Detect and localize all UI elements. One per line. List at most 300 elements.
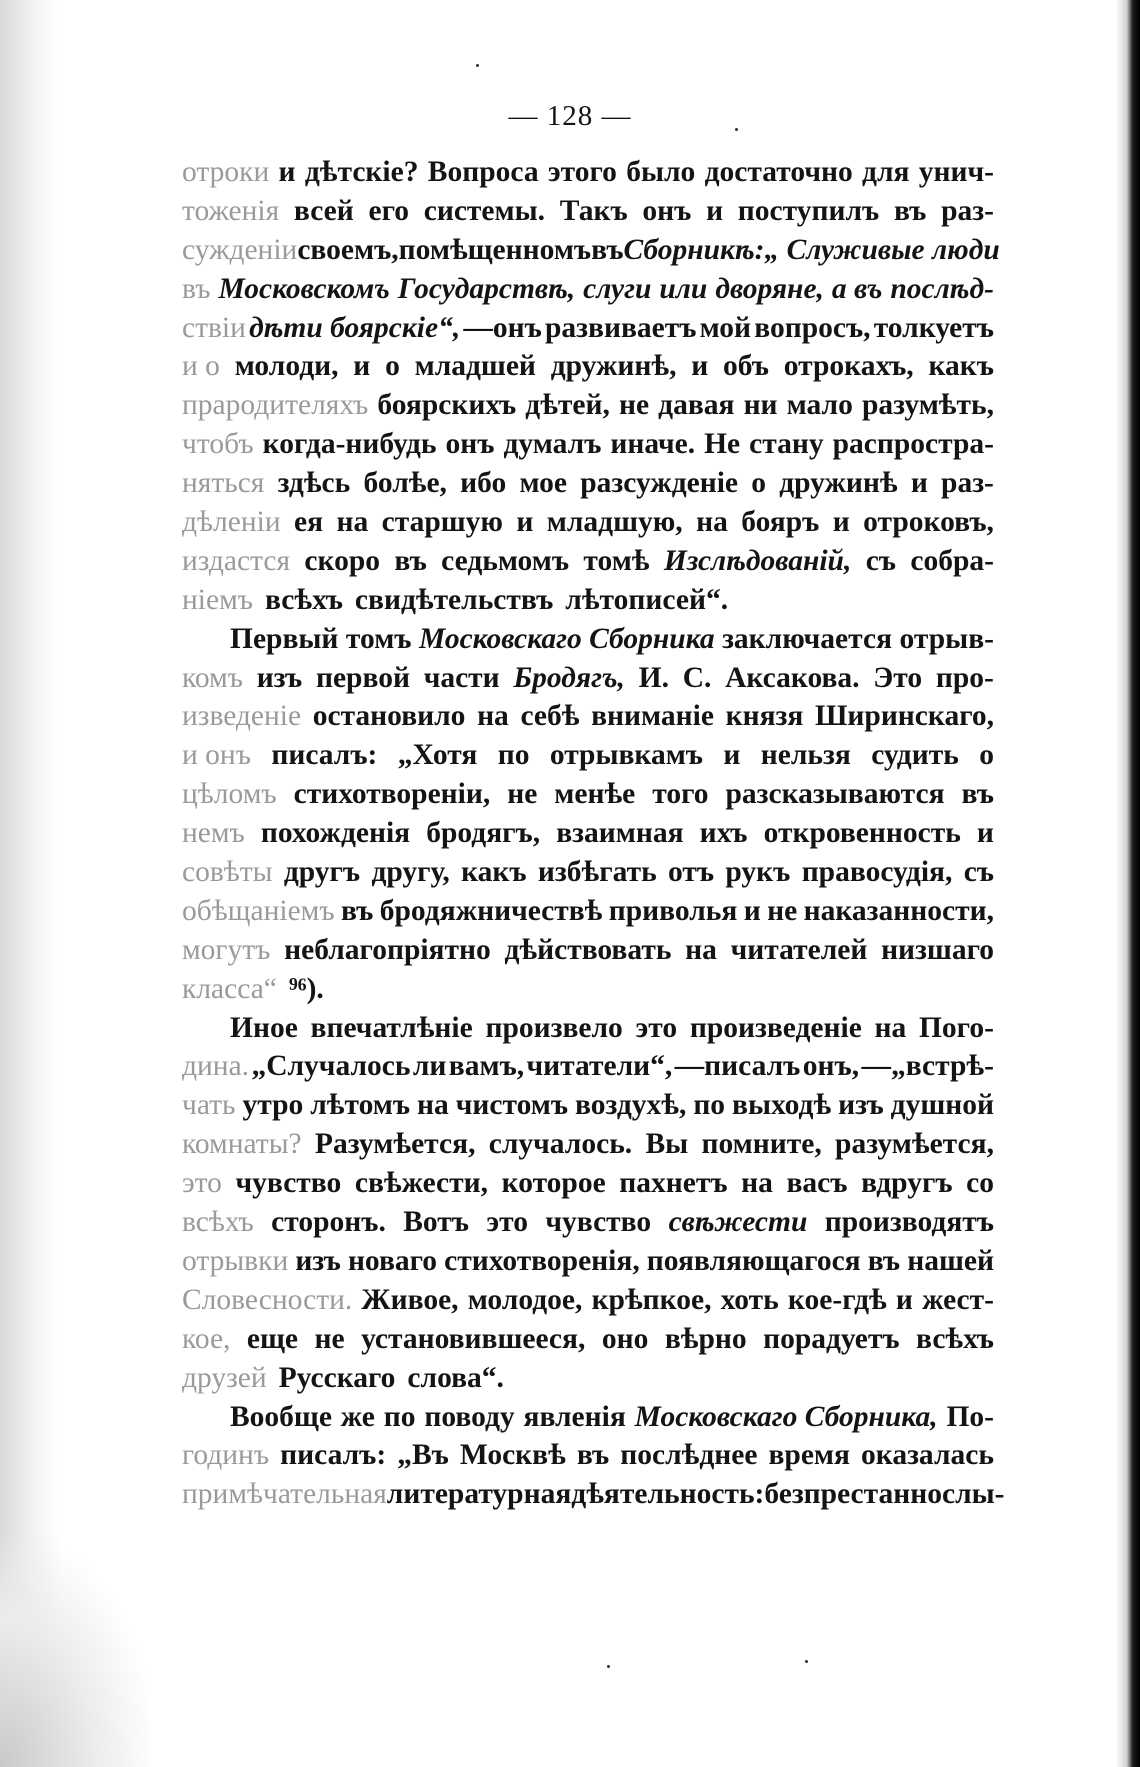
word: раз- [941, 194, 994, 227]
scan-speck [805, 1660, 808, 1663]
word: своемъ, [297, 233, 399, 266]
word: здѣсь [277, 467, 351, 500]
word: новаго [347, 1244, 438, 1277]
word: —онъ [463, 311, 542, 344]
word: дѣятельность: [571, 1478, 765, 1511]
word: Московскаго Сборника, [634, 1400, 938, 1433]
word: достаточно [704, 156, 853, 188]
paragraph [182, 1398, 1005, 1515]
word: по [693, 1089, 726, 1122]
word: въ [867, 1244, 901, 1277]
text-line [182, 1086, 994, 1125]
text-line [182, 192, 994, 231]
word: боярскихъ [377, 389, 517, 422]
word: случалось. [488, 1128, 633, 1161]
word: на [417, 1089, 449, 1122]
word: Такъ [559, 194, 628, 227]
word: съ [963, 856, 994, 889]
word: —„встрѣ- [861, 1050, 994, 1083]
word: когда-нибудь [262, 428, 437, 461]
faded-word: чать [182, 1089, 236, 1122]
word: явленія [523, 1400, 626, 1433]
word: послѣд- [890, 272, 994, 305]
text-line [182, 347, 994, 386]
word: со [966, 1167, 994, 1200]
word: слы- [941, 1478, 1005, 1511]
word: объ [723, 350, 770, 383]
word: а въ [831, 272, 883, 305]
word: томъ [345, 622, 412, 655]
word: крѣпкое, [591, 1283, 712, 1316]
page-number: — 128 — [508, 100, 632, 132]
word: чувство [235, 1167, 342, 1200]
word: пахнетъ [619, 1167, 728, 1200]
word: дружинѣ, [550, 350, 677, 383]
word: По- [946, 1400, 994, 1433]
word: изъ [838, 1089, 884, 1122]
scan-speck [735, 128, 738, 131]
word: стихотворенія, [444, 1244, 640, 1277]
word: свѣжести [668, 1206, 808, 1239]
word: литературная [386, 1478, 572, 1511]
word: по [497, 739, 530, 772]
word: и [976, 817, 994, 850]
word: Разумѣется, [314, 1128, 476, 1161]
word: вдругъ [861, 1167, 953, 1200]
text-line [182, 697, 994, 736]
word: и [910, 467, 928, 500]
word: читатели“, [526, 1050, 673, 1083]
faded-word: ствіи [182, 311, 246, 344]
faded-word: няться [182, 467, 265, 500]
word: отрокахъ, [783, 350, 914, 383]
word: и [743, 894, 761, 927]
word: правосудія, [801, 856, 953, 889]
word: на [685, 933, 717, 966]
word: и [706, 194, 724, 227]
word: произведеніе [689, 1011, 862, 1044]
word: похожденія [260, 817, 411, 850]
word: дѣти боярскіе“, [249, 311, 461, 344]
word: Вообще [230, 1400, 332, 1433]
faded-word: въ [182, 272, 211, 305]
text-line [182, 892, 994, 931]
word: безпрестанно [764, 1478, 942, 1511]
word: на [696, 506, 728, 539]
word: С. [682, 661, 712, 694]
faded-word: отрывки [182, 1244, 289, 1277]
word: наказанности, [803, 894, 994, 927]
word: какъ [461, 856, 527, 889]
word: первой [315, 661, 410, 694]
word: о [385, 350, 400, 383]
word: —писалъ [674, 1050, 801, 1083]
word: и [895, 1283, 913, 1316]
faded-word: прародителяхъ [182, 389, 369, 422]
word: Русскаго [278, 1361, 396, 1394]
word: на [741, 1167, 773, 1200]
word: „Хотя [397, 739, 478, 772]
word: появляющагося [646, 1244, 861, 1277]
text-line [182, 1164, 994, 1203]
word: въ [961, 778, 994, 811]
text-line [182, 659, 994, 698]
word: это [486, 1206, 528, 1239]
word: бродягъ, [426, 817, 541, 850]
word: Изслѣдованій, [663, 544, 852, 577]
word: избѣгать [537, 856, 657, 889]
text-line [182, 853, 994, 892]
word: Это [873, 661, 923, 694]
word: васъ [786, 1167, 848, 1200]
paragraph [182, 153, 1000, 620]
word: младшую, [546, 506, 683, 539]
word: порадуетъ [763, 1322, 900, 1355]
scan-speck [607, 1665, 610, 1668]
word: мое [519, 467, 568, 500]
word: помните, [701, 1128, 822, 1161]
word: Живое, [361, 1283, 459, 1316]
word: ⁹⁶). [288, 972, 324, 1005]
word: думалъ [503, 428, 602, 461]
word: это [635, 1011, 678, 1044]
faded-word: тоженія [182, 194, 280, 227]
faded-word: немъ [182, 817, 245, 850]
word: дѣтей, [525, 389, 610, 422]
word: князя [725, 700, 804, 733]
word: Вопроса [427, 156, 539, 188]
word: Первый [230, 622, 339, 655]
text-line [182, 931, 994, 970]
word: приволья [608, 894, 738, 927]
word: Пого- [918, 1011, 994, 1044]
faded-word: цѣломъ [182, 778, 277, 811]
text-line [182, 1125, 994, 1164]
word: поступилъ [737, 194, 880, 227]
word: взаимная [556, 817, 684, 850]
word: бояръ [741, 506, 820, 539]
word: ли [412, 1050, 447, 1083]
word: младшей [414, 350, 536, 383]
word: томѣ [583, 544, 650, 577]
word: разумѣется, [835, 1128, 994, 1161]
paragraph [182, 1009, 994, 1398]
word: изъ [256, 661, 303, 694]
faded-word: и о [182, 350, 220, 383]
word: Государствѣ, [397, 272, 576, 305]
word: старшую [381, 506, 503, 539]
word: Москвѣ [459, 1439, 566, 1472]
faded-word: сужденіи [182, 233, 298, 266]
faded-word: и онъ [182, 739, 251, 772]
word: лѣтописей“. [565, 583, 729, 616]
word: разумѣть, [861, 389, 994, 422]
word: писалъ: [271, 739, 378, 772]
faded-word: изведеніе [182, 700, 302, 733]
word: Вотъ [403, 1206, 469, 1239]
word: воздухѣ, [575, 1089, 687, 1122]
word: вниманіе [591, 700, 714, 733]
word: ни [743, 389, 778, 422]
text-line [182, 970, 994, 1009]
word: слова“. [407, 1361, 504, 1394]
paragraph [182, 620, 994, 1009]
faded-word: всѣхъ [182, 1206, 254, 1239]
word: произвело [485, 1011, 623, 1044]
word: оказалась [861, 1439, 994, 1472]
word: дворяне, [715, 272, 824, 305]
word: раз- [941, 467, 994, 500]
faded-word: обѣщаніемъ [182, 894, 335, 927]
faded-word: это [182, 1167, 222, 1200]
word: этого [547, 156, 617, 188]
word: о [751, 467, 766, 500]
word: заключается [722, 622, 893, 655]
word: онъ, [802, 1050, 860, 1083]
word: разсказываются [725, 778, 945, 811]
word: какъ [928, 350, 994, 383]
word: онъ [642, 194, 692, 227]
text-line [182, 581, 994, 620]
word: скоро [304, 544, 381, 577]
word: вамъ, [448, 1050, 525, 1083]
word: унич- [918, 156, 994, 188]
word: отрыв- [899, 622, 994, 655]
word: которое [501, 1167, 606, 1200]
word: низшаго [881, 933, 994, 966]
faded-word: издастся [182, 544, 291, 577]
text-line [182, 1436, 994, 1475]
faded-word: комъ [182, 661, 243, 694]
faded-word: ніемъ [182, 583, 253, 616]
faded-word: класса“ [182, 972, 277, 1005]
faded-word: кое, [182, 1322, 231, 1355]
word: хоть [720, 1283, 779, 1316]
word: болѣе, [363, 467, 447, 500]
word: „ Служивые люди [764, 233, 1000, 266]
scan-shadow-right [1116, 0, 1140, 1767]
faded-word: отроки [182, 156, 270, 188]
word: на [336, 506, 369, 539]
word: и [516, 506, 534, 539]
faded-word: годинъ [182, 1439, 270, 1472]
word: душной [890, 1089, 994, 1122]
word: Ширинскаго, [815, 700, 994, 733]
word: и [353, 350, 371, 383]
word: рукъ [725, 856, 791, 889]
word: послѣднее [620, 1439, 758, 1472]
word: свѣжести, [354, 1167, 488, 1200]
word: производятъ [824, 1206, 994, 1239]
text-line [182, 1475, 1005, 1514]
word: въ [591, 233, 624, 266]
word: „Случалось [251, 1050, 411, 1083]
word: остановило [312, 700, 466, 733]
text-line [182, 503, 994, 542]
text-line [182, 464, 994, 503]
word: дѣйствовать [504, 933, 672, 966]
faded-word: могутъ [182, 933, 271, 966]
word: чувство [545, 1206, 652, 1239]
text-line [182, 1242, 994, 1281]
word: въ [576, 1439, 610, 1472]
word: дѣтскіе? [304, 156, 419, 188]
word: для [862, 156, 910, 188]
text-line [182, 542, 994, 581]
word: въ [340, 894, 374, 927]
word: по [383, 1400, 416, 1433]
text-line [182, 1281, 994, 1320]
word: мой [699, 311, 752, 344]
word: и [278, 156, 296, 188]
word: неблагопріятно [284, 933, 491, 966]
word: онъ [445, 428, 495, 461]
text-line [182, 814, 994, 853]
word: отъ [668, 856, 715, 889]
word: утро [242, 1089, 304, 1122]
word: въ [893, 194, 927, 227]
word: седьмомъ [441, 544, 570, 577]
word: себѣ [520, 700, 580, 733]
word: молоди, [234, 350, 339, 383]
word: отроковъ, [863, 506, 994, 539]
word: впечатлѣніе [310, 1011, 473, 1044]
word: Бродягъ, [513, 661, 625, 694]
faded-word: Словесности. [182, 1283, 353, 1316]
word: части [423, 661, 500, 694]
faded-word: дѣленіи [182, 506, 281, 539]
faded-word: совѣты [182, 856, 273, 889]
word: оно [601, 1322, 649, 1355]
text-line [182, 153, 994, 192]
scan-speck [476, 64, 479, 67]
word: на [477, 700, 509, 733]
word: или [659, 272, 708, 305]
word: же [340, 1400, 375, 1433]
word: Московскаго Сборника [419, 622, 715, 655]
word: того [652, 778, 709, 811]
word: и [691, 350, 709, 383]
word: Иное [230, 1011, 298, 1044]
word: давая [658, 389, 735, 422]
word: кое-гдѣ [787, 1283, 887, 1316]
word: и [723, 739, 741, 772]
word: изъ [295, 1244, 341, 1277]
word: помѣщенномъ [398, 233, 592, 266]
word: не [314, 1322, 345, 1355]
word: свидѣтельствъ [354, 583, 554, 616]
word: И. [638, 661, 669, 694]
word: отрывкамъ [549, 739, 704, 772]
faded-word: примѣчательная [182, 1478, 387, 1511]
faded-word: комнаты? [182, 1128, 302, 1161]
word: не [618, 389, 650, 422]
word: разсужденіе [580, 467, 739, 500]
word: ибо [460, 467, 507, 500]
word: и [832, 506, 850, 539]
word: Сборникѣ: [623, 233, 765, 266]
word: нельзя [760, 739, 851, 772]
text-line [182, 386, 994, 425]
word: мало [786, 389, 853, 422]
word: читателей [730, 933, 868, 966]
text-line [182, 736, 994, 775]
word: сторонъ. [271, 1206, 386, 1239]
word: вѣрно [664, 1322, 747, 1355]
word: развиваетъ [545, 311, 697, 344]
word: на [874, 1011, 907, 1044]
word: выходѣ [732, 1089, 832, 1122]
word: про- [935, 661, 994, 694]
text-line [182, 620, 994, 659]
word: бродяжничествѣ [379, 894, 603, 927]
text-line [182, 425, 994, 464]
text-line [182, 1398, 994, 1437]
word: дружинѣ [779, 467, 898, 500]
word: другъ [283, 856, 361, 889]
word: судить [871, 739, 959, 772]
word: толкуетъ [873, 311, 994, 344]
word: его [368, 194, 409, 227]
page-body [182, 153, 1005, 1514]
text-line [182, 270, 994, 309]
word: писалъ: [280, 1439, 387, 1472]
word: установившееся, [361, 1322, 586, 1355]
word: другу, [371, 856, 450, 889]
word: ея [294, 506, 324, 539]
word: ихъ [699, 817, 748, 850]
word: всѣхъ [265, 583, 343, 616]
word: слуги [583, 272, 652, 305]
text-line [182, 231, 1000, 270]
word: жест- [922, 1283, 994, 1316]
word: Аксакова. [725, 661, 860, 694]
word: Вы [645, 1128, 689, 1161]
text-line [182, 1359, 994, 1398]
text-line [182, 1320, 994, 1359]
word: собра- [910, 544, 994, 577]
word: „Въ [397, 1439, 449, 1472]
word: откровенность [763, 817, 961, 850]
word: распростра- [832, 428, 994, 461]
text-line [182, 1203, 994, 1242]
word: было [626, 156, 696, 188]
faded-word: чтобъ [182, 428, 254, 461]
word: лѣтомъ [310, 1089, 411, 1122]
faded-word: дина. [182, 1050, 250, 1083]
text-line [182, 309, 994, 348]
text-line [182, 1009, 994, 1048]
faded-word: друзей [182, 1361, 267, 1394]
word: иначе. [610, 428, 696, 461]
word: съ [865, 544, 897, 577]
text-line [182, 775, 994, 814]
word: молодое, [467, 1283, 583, 1316]
word: не [507, 778, 538, 811]
scan-corner-shadow [0, 1537, 150, 1767]
word: время [768, 1439, 850, 1472]
scan-shadow-left [0, 0, 60, 1767]
word: системы. [423, 194, 546, 227]
word: еще [246, 1322, 298, 1355]
word: стихотвореніи, [293, 778, 491, 811]
word: всѣхъ [916, 1322, 994, 1355]
word: чистомъ [455, 1089, 569, 1122]
word: о [979, 739, 994, 772]
word: всей [293, 194, 354, 227]
word: менѣе [554, 778, 636, 811]
word: Не [704, 428, 741, 461]
